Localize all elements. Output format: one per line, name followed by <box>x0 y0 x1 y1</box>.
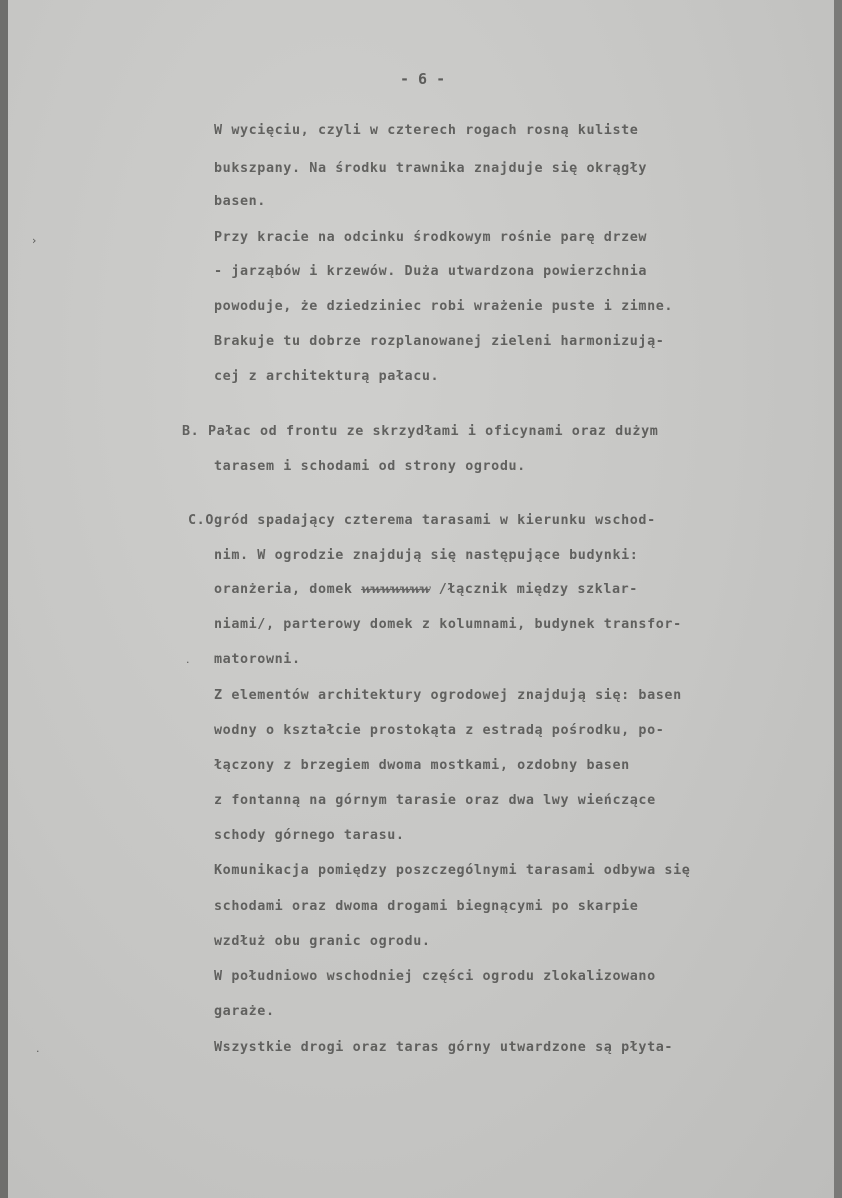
text-line-22: schodami oraz dwoma drogami biegnącymi po skarpie <box>214 899 639 914</box>
text-line-9: B. Pałac od frontu ze skrzydłami i oficynami oraz dużym <box>182 424 659 439</box>
text-line-13-start: oranżeria, domek <box>214 582 353 597</box>
struck-out-word: wwwwwww <box>361 582 431 596</box>
text-line-5: - jarząbów i krzewów. Duża utwardzona powierzchnia <box>214 264 648 279</box>
text-line-23: wzdłuż obu granic ogrodu. <box>214 934 431 949</box>
text-line-11: C.Ogród spadający czterema tarasami w kierunku wschod- <box>188 513 656 528</box>
text-line-14: niami/, parterowy domek z kolumnami, budynek transfor- <box>214 617 682 632</box>
scan-right-edge <box>834 0 842 1198</box>
text-line-6: powoduje, że dziedziniec robi wrażenie puste i zimne. <box>214 299 674 314</box>
text-line-24: W południowo wschodniej części ogrodu zlokalizowano <box>214 969 656 984</box>
margin-mark: › <box>32 234 37 247</box>
text-line-13 <box>214 582 638 597</box>
scan-left-edge <box>0 0 8 1198</box>
text-line-3: basen. <box>214 194 266 209</box>
text-line-12: nim. W ogrodzie znajdują się następujące budynki: <box>214 548 639 563</box>
text-line-1: W wycięciu, czyli w czterech rogach rosną kuliste <box>214 123 639 138</box>
text-line-21: Komunikacja pomiędzy poszczególnymi tarasami odbywa się <box>214 863 691 878</box>
margin-dot: · <box>36 1045 40 1058</box>
text-line-19: z fontanną na górnym tarasie oraz dwa lwy wieńczące <box>214 793 656 808</box>
text-line-16: Z elementów architektury ogrodowej znajdują się: basen <box>214 688 682 703</box>
document-page <box>8 0 834 1198</box>
text-line-13-end: /łącznik między szklar- <box>438 582 638 597</box>
text-line-8: cej z architekturą pałacu. <box>214 369 440 384</box>
text-line-20: schody górnego tarasu. <box>214 828 405 843</box>
text-line-4: Przy kracie na odcinku środkowym rośnie parę drzew <box>214 230 648 245</box>
page-number: - 6 - <box>400 70 446 88</box>
margin-dot: · <box>186 656 190 669</box>
text-line-25: garaże. <box>214 1004 275 1019</box>
text-line-17: wodny o kształcie prostokąta z estradą pośrodku, po- <box>214 723 665 738</box>
text-line-18: łączony z brzegiem dwoma mostkami, ozdobny basen <box>214 758 630 773</box>
text-line-26: Wszystkie drogi oraz taras górny utwardzone są płyta- <box>214 1040 674 1055</box>
text-line-10: tarasem i schodami od strony ogrodu. <box>214 459 526 474</box>
text-line-7: Brakuje tu dobrze rozplanowanej zieleni harmonizują- <box>214 334 665 349</box>
text-line-15: matorowni. <box>214 652 301 667</box>
text-line-2: bukszpany. Na środku trawnika znajduje się okrągły <box>214 161 648 176</box>
